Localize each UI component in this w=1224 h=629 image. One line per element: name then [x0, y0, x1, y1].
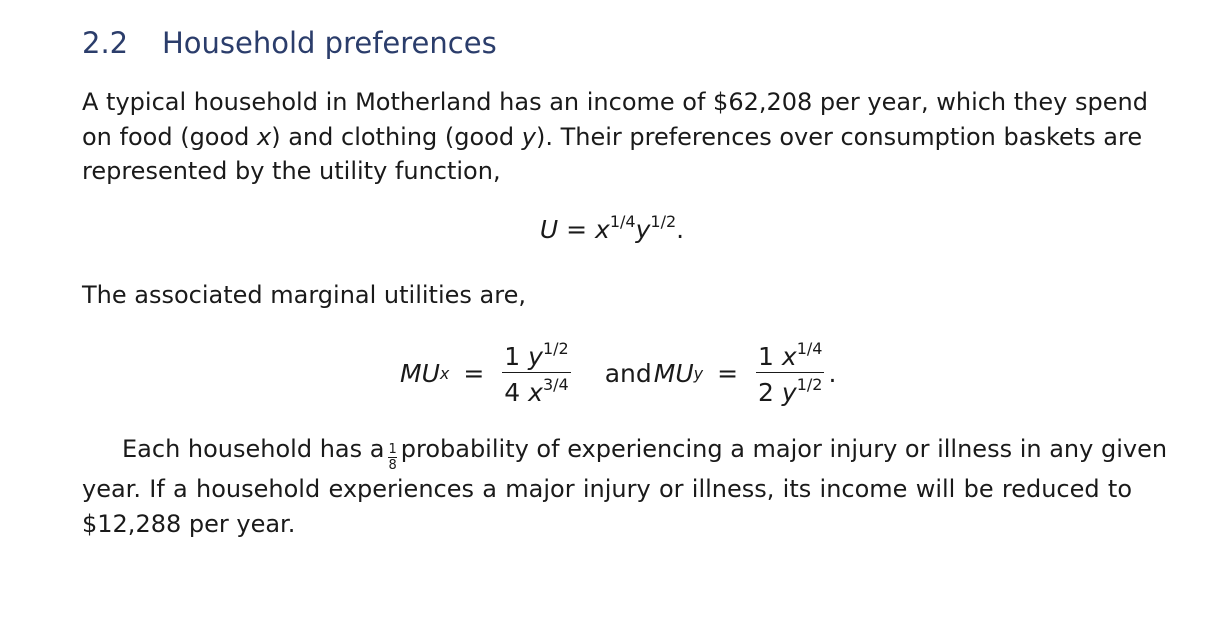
- mu-period: .: [828, 358, 837, 388]
- section-number: 2.2: [82, 26, 129, 60]
- probability-line-3: $12,288 per year.: [82, 509, 296, 538]
- utility-y-exponent: 1/2: [650, 212, 677, 231]
- mux-den-var: x: [528, 378, 543, 407]
- intro-paragraph: [82, 85, 1148, 189]
- muy-num-exp: 1/4: [796, 339, 823, 358]
- mux-num-var: y: [528, 342, 543, 371]
- probability-numerator: 1: [388, 442, 397, 457]
- mux-numerator: [502, 339, 570, 372]
- intro-line-2-text-b: ) and clothing (good: [271, 122, 522, 151]
- muy-fraction: [756, 339, 824, 407]
- mux-fraction: [502, 339, 570, 407]
- probability-line-1: [82, 432, 1168, 473]
- probability-line-1-text-a: Each household has a: [122, 435, 385, 463]
- muy-num-var: x: [781, 342, 797, 371]
- muy-subscript: y: [693, 363, 704, 383]
- muy-coef-den: 2: [758, 378, 774, 407]
- utility-y: y: [635, 215, 651, 244]
- and-word: and: [604, 358, 652, 388]
- muy-label: MU: [653, 358, 694, 388]
- mux-equals: =: [463, 358, 485, 388]
- mux-coef-den: 4: [504, 378, 521, 407]
- muy-den-var: y: [781, 378, 797, 407]
- section-heading: [82, 26, 497, 60]
- utility-equals: =: [558, 215, 596, 244]
- mux-label: MU: [400, 358, 440, 388]
- var-x: x: [257, 122, 272, 151]
- section-title: Household preferences: [162, 26, 497, 60]
- intro-line-2-text-a: on food (good: [82, 122, 258, 151]
- mux-subscript: x: [439, 363, 450, 383]
- marginal-utilities-text: The associated marginal utilities are,: [82, 281, 526, 309]
- probability-denominator: 8: [388, 458, 397, 473]
- utility-period: .: [676, 215, 685, 244]
- marginal-utilities-intro: [82, 278, 1132, 313]
- muy-numerator: [756, 339, 824, 372]
- utility-x: x: [595, 215, 610, 244]
- var-y: y: [521, 122, 536, 151]
- muy-equals: =: [717, 358, 739, 388]
- intro-line-2: [82, 120, 1143, 155]
- muy-coef-num: 1: [758, 342, 774, 371]
- probability-line-1-text-b: probability of experiencing a major injury or illness in any given: [400, 435, 1168, 463]
- utility-lhs: U: [539, 215, 559, 244]
- utility-x-exponent: 1/4: [609, 212, 636, 231]
- intro-line-1: A typical household in Motherland has an income of $62,208 per year, which they spend: [82, 88, 1148, 116]
- muy-denominator: [756, 373, 824, 407]
- utility-equation: [0, 212, 1224, 244]
- intro-line-2-text-c: ). Their preferences over consumption baskets are: [535, 122, 1143, 151]
- mux-num-exp: 1/2: [542, 339, 569, 358]
- marginal-utility-equations: [400, 338, 836, 408]
- probability-paragraph: [82, 432, 1168, 541]
- mux-denominator: [502, 373, 570, 407]
- intro-line-3: represented by the utility function,: [82, 157, 501, 185]
- probability-fraction: [388, 443, 396, 472]
- mux-coef-num: 1: [504, 342, 521, 371]
- muy-den-exp: 1/2: [796, 375, 823, 394]
- mux-den-exp: 3/4: [542, 375, 569, 394]
- probability-line-2: year. If a household experiences a major injury or illness, its income will be reduced to: [82, 475, 1132, 503]
